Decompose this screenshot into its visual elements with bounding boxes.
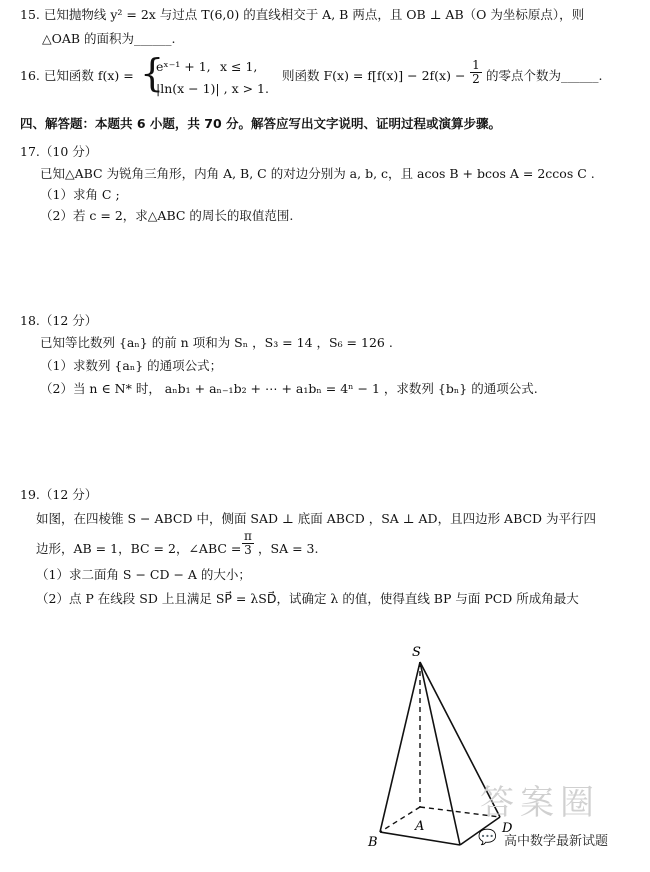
q16-case1-expr: eˣ⁻¹ + 1, <box>156 59 211 74</box>
edge-SB <box>380 662 420 832</box>
q19-part1: （1）求二面角 S − CD − A 的大小； <box>36 567 251 582</box>
edge-AB <box>380 807 420 832</box>
wechat-icon: 💬 <box>478 828 497 846</box>
q16-frac-num: 1 <box>472 58 480 72</box>
q16-case2-expr: |ln(x − 1)| , x > 1. <box>156 81 269 96</box>
q18-header: 18.（12 分） <box>20 313 98 328</box>
edge-SC <box>420 662 460 845</box>
label-A: A <box>415 819 425 834</box>
label-S: S <box>412 645 421 660</box>
q18-stem: 已知等比数列 {aₙ} 的前 n 项和为 Sₙ ，S₃ = 14 ，S₆ = 126 . <box>40 335 393 350</box>
label-B: B <box>368 835 378 850</box>
q17-stem: 已知△ABC 为锐角三角形，内角 A, B, C 的对边分别为 a, b, c，且 acos B + bcos A = 2ccos C . <box>40 166 595 181</box>
q16-prefix: 16. 已知函数 f(x) = <box>20 68 134 83</box>
q16-brace: { <box>140 51 165 95</box>
watermark-logo: 答案圈 <box>480 783 600 823</box>
section-heading: 四、解答题：本题共 6 小题，共 70 分。解答应写出文字说明、证明过程或演算步骤。 <box>20 116 502 131</box>
q19-header: 19.（12 分） <box>20 487 98 502</box>
q16-suffix: 的零点个数为______. <box>486 68 603 83</box>
q17-part1: （1）求角 C ; <box>40 187 120 202</box>
q15-text: 15. 已知抛物线 y² = 2x 与过点 T(6,0) 的直线相交于 A, B 两点，且 OB ⊥ AB（O 为坐标原点），则 <box>20 7 585 22</box>
q19-frac-num: π <box>244 529 252 543</box>
q17-header: 17.（10 分） <box>20 144 98 159</box>
q16-mid: 则函数 F(x) = f[f(x)] − 2f(x) − <box>282 68 466 83</box>
q16-case1-cond: x ≤ 1, <box>220 59 258 74</box>
q19-part2: （2）点 P 在线段 SD 上且满足 SP⃗ = λSD⃗，试确定 λ 的值，使得直线 BP 与面 PCD 所成角最大 <box>36 591 579 606</box>
q19-angle-fraction <box>242 530 254 557</box>
q19-stem-line1: 如图，在四棱锥 S − ABCD 中，侧面 SAD ⊥ 底面 ABCD ，SA ⊥ AD，且四边形 ABCD 为平行四 <box>36 511 597 526</box>
q18-part2: （2）当 n ∈ N* 时， aₙb₁ + aₙ₋₁b₂ + ⋯ + a₁bₙ = 4ⁿ − 1 ，求数列 {bₙ} 的通项公式. <box>40 381 538 396</box>
q15-continuation: △OAB 的面积为______. <box>42 31 176 46</box>
q19-stem-line2b: ，SA = 3. <box>258 541 319 556</box>
q18-part1: （1）求数列 {aₙ} 的通项公式； <box>40 358 223 373</box>
q19-frac-den: 3 <box>242 543 254 557</box>
q16-fraction <box>470 59 482 86</box>
q17-part2: （2）若 c = 2，求△ABC 的周长的取值范围. <box>40 208 294 223</box>
q16-frac-den: 2 <box>470 72 482 86</box>
watermark-caption: 高中数学最新试题 <box>504 834 609 849</box>
label-D: D <box>502 821 513 836</box>
q19-stem-line2a: 边形，AB = 1，BC = 2，∠ABC = <box>36 541 242 556</box>
